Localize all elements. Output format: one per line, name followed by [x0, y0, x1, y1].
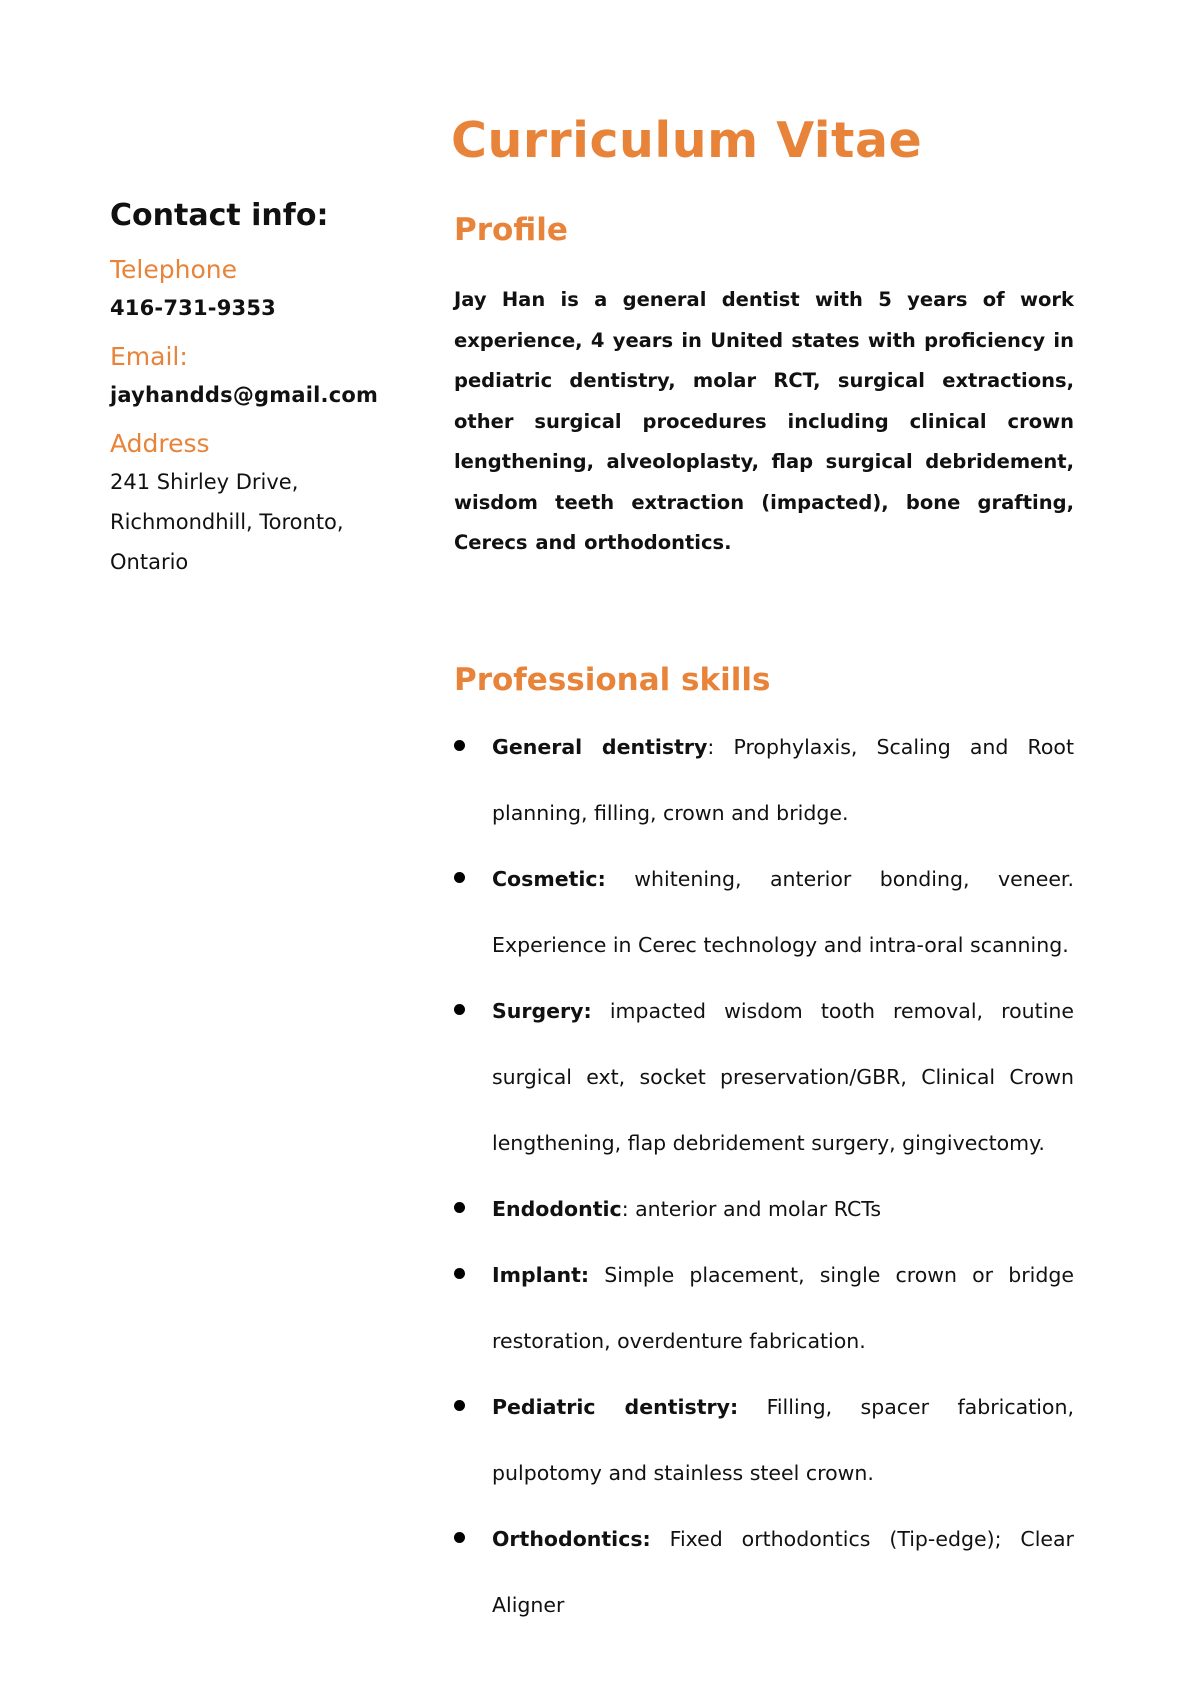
- skill-name: Surgery:: [492, 998, 592, 1023]
- skill-name: Implant:: [492, 1262, 590, 1287]
- bullet-icon: [454, 1532, 465, 1543]
- skill-name: Endodontic: [492, 1196, 622, 1221]
- skill-separator: [589, 1263, 604, 1287]
- bullet-icon: [454, 1268, 465, 1279]
- bullet-icon: [454, 1004, 465, 1015]
- skill-item: [454, 1506, 1074, 1638]
- profile-text: Jay Han is a general dentist with 5 years of work experience, 4 years in United states with proficiency in pediatric dentistry, molar RCT, surgical extractions, other surgical procedures including clinical crown lengthening, alveoloplasty, flap surgical debridement, wisdom teeth extraction (impacted), bone grafting, Cerecs and orthodontics.: [454, 288, 1074, 554]
- address-line: Ontario: [110, 550, 189, 574]
- bullet-icon: [454, 740, 465, 751]
- address-label: Address: [110, 429, 210, 458]
- skill-name: Orthodontics:: [492, 1526, 651, 1551]
- address-line: Richmondhill, Toronto,: [110, 510, 344, 534]
- page-title: Curriculum Vitae: [451, 112, 923, 169]
- bullet-icon: [454, 1400, 465, 1411]
- contact-section: [110, 198, 410, 582]
- skill-desc: impacted wisdom tooth removal, routine surgical ext, socket preservation/GBR, Clinical Crown lengthening, flap debridement surgery, gingivectomy.: [492, 998, 1074, 1155]
- skill-desc: anterior and molar RCTs: [635, 1196, 882, 1221]
- skill-item: [454, 714, 1074, 846]
- skill-desc: Fixed orthodontics (Tip-edge); Clear Aligner: [492, 1526, 1074, 1617]
- email-value: jayhandds@gmail.com: [110, 383, 379, 407]
- telephone-value: 416-731-9353: [110, 296, 276, 320]
- profile-heading: Profile: [454, 212, 568, 248]
- skill-item: [454, 1176, 1074, 1242]
- address-line: 241 Shirley Drive,: [110, 470, 299, 494]
- skill-desc: Simple placement, single crown or bridge restoration, overdenture fabrication.: [492, 1262, 1074, 1353]
- skill-separator: [651, 1527, 670, 1551]
- email-label: Email:: [110, 342, 188, 371]
- skill-item: [454, 1242, 1074, 1374]
- skills-list: [454, 714, 1074, 1638]
- skill-item: [454, 978, 1074, 1176]
- skill-separator: :: [621, 1196, 636, 1221]
- skill-item: [454, 846, 1074, 978]
- telephone-label: Telephone: [110, 255, 237, 284]
- skill-desc: Filling, spacer fabrication, pulpotomy and stainless steel crown.: [492, 1394, 1074, 1485]
- address-value: [110, 462, 410, 582]
- skill-separator: :: [707, 734, 734, 759]
- bullet-icon: [454, 872, 465, 883]
- skill-separator: [738, 1395, 766, 1419]
- main-section: [454, 212, 1074, 1638]
- skill-desc: Prophylaxis, Scaling and Root planning, filling, crown and bridge.: [492, 734, 1074, 825]
- skill-separator: [592, 999, 610, 1023]
- contact-heading: Contact info:: [110, 198, 329, 233]
- skill-name: Cosmetic:: [492, 866, 606, 891]
- skill-item: [454, 1374, 1074, 1506]
- skill-name: General dentistry: [492, 734, 708, 759]
- skill-name: Pediatric dentistry:: [492, 1394, 739, 1419]
- bullet-icon: [454, 1202, 465, 1213]
- skill-separator: [606, 867, 634, 891]
- skills-heading: Professional skills: [454, 661, 771, 698]
- skill-desc: whitening, anterior bonding, veneer. Experience in Cerec technology and intra-oral scanning.: [492, 866, 1074, 957]
